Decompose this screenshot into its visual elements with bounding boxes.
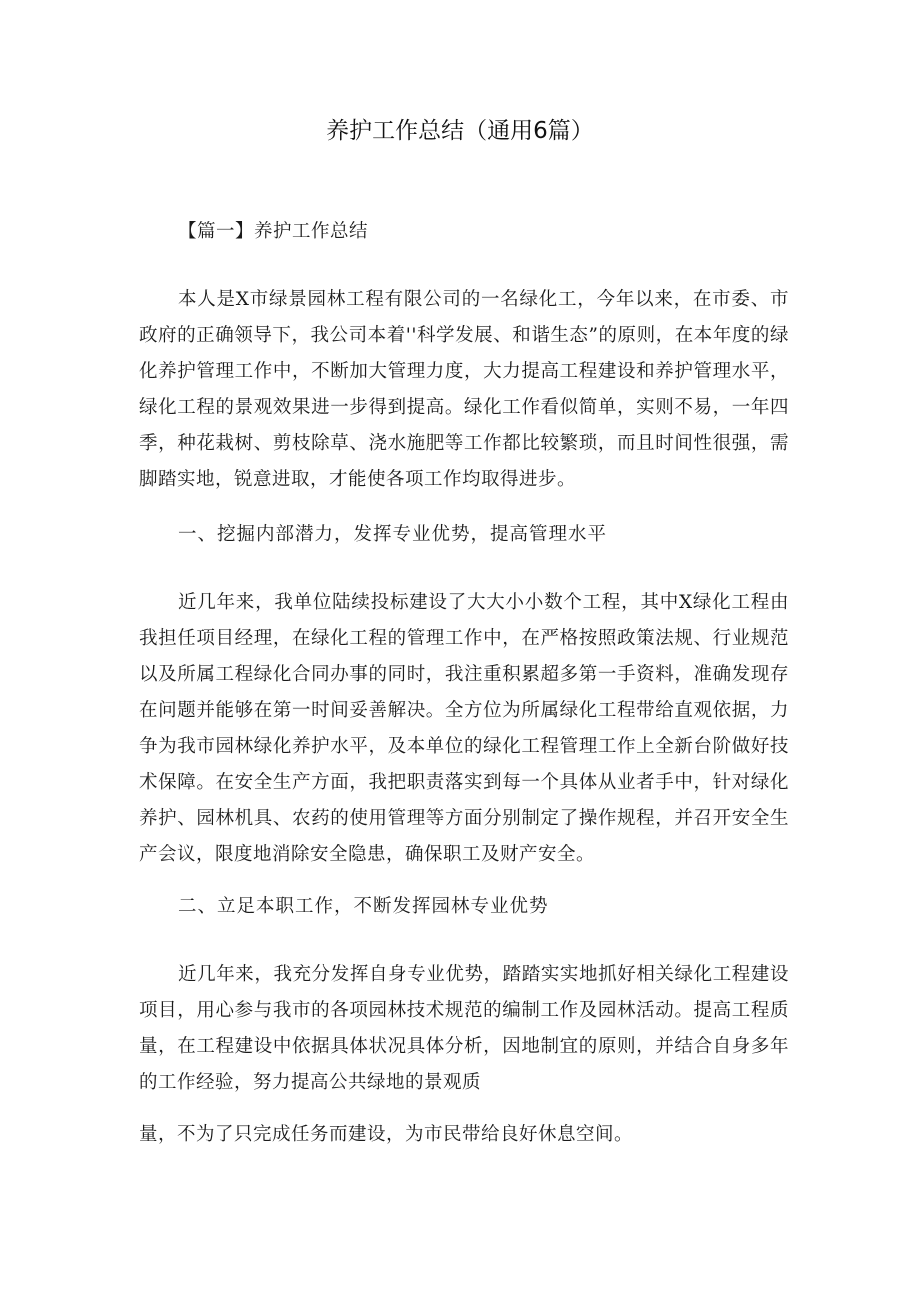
paragraph-section-2: 近几年来，我充分发挥自身专业优势，踏踏实实地抓好相关绿化工程建设项目，用心参与我市的各项园林技术规范的编制工作及园林活动。提高工程质量，在工程建设中依据具体状况具体分析，因地制宜的原则，并结合自身多年的工作经验，努力提高公共绿地的景观质	[139, 964, 789, 1093]
heading-section-2: 二、立足本职工作，不断发挥园林专业优势	[178, 896, 549, 917]
section-label: 【篇一】养护工作总结	[178, 221, 369, 242]
document-title: 养护工作总结（通用6篇）	[326, 118, 594, 144]
paragraph-section-1: 近几年来，我单位陆续投标建设了大大小小数个工程，其中X绿化工程由我担任项目经理，在绿化工程的管理工作中，在严格按照政策法规、行业规范以及所属工程绿化合同办事的同时，我注重积累超多第一手资料，准确发现存在问题并能够在第一时间妥善解决。全方位为所属绿化工程带给直观依据，力争为我市园林绿化养护水平，及本单位的绿化工程管理工作上全新台阶做好技术保障。在安全生产方面，我把职责落实到每一个具体从业者手中，针对绿化养护、园林机具、农药的使用管理等方面分别制定了操作规程，并召开安全生产会议，限度地消除安全隐患，确保职工及财产安全。	[139, 592, 789, 865]
paragraph-continuation: 量，不为了只完成任务而建设，为市民带给良好休息空间。	[139, 1124, 634, 1145]
paragraph-intro: 本人是X市绿景园林工程有限公司的一名绿化工，今年以来，在市委、市政府的正确领导下，我公司本着''科学发展、和谐生态”的原则，在本年度的绿化养护管理工作中，不断加大管理力度，大力提高工程建设和养护管理水平，绿化工程的景观效果进一步得到提高。绿化工作看似简单，实则不易，一年四季，种花栽树、剪枝除草、浇水施肥等工作都比较繁琐，而且时间性很强，需脚踏实地，锐意进取，才能使各项工作均取得进步。	[139, 289, 789, 490]
heading-section-1: 一、挖掘内部潜力，发挥专业优势，提高管理水平	[178, 524, 608, 545]
